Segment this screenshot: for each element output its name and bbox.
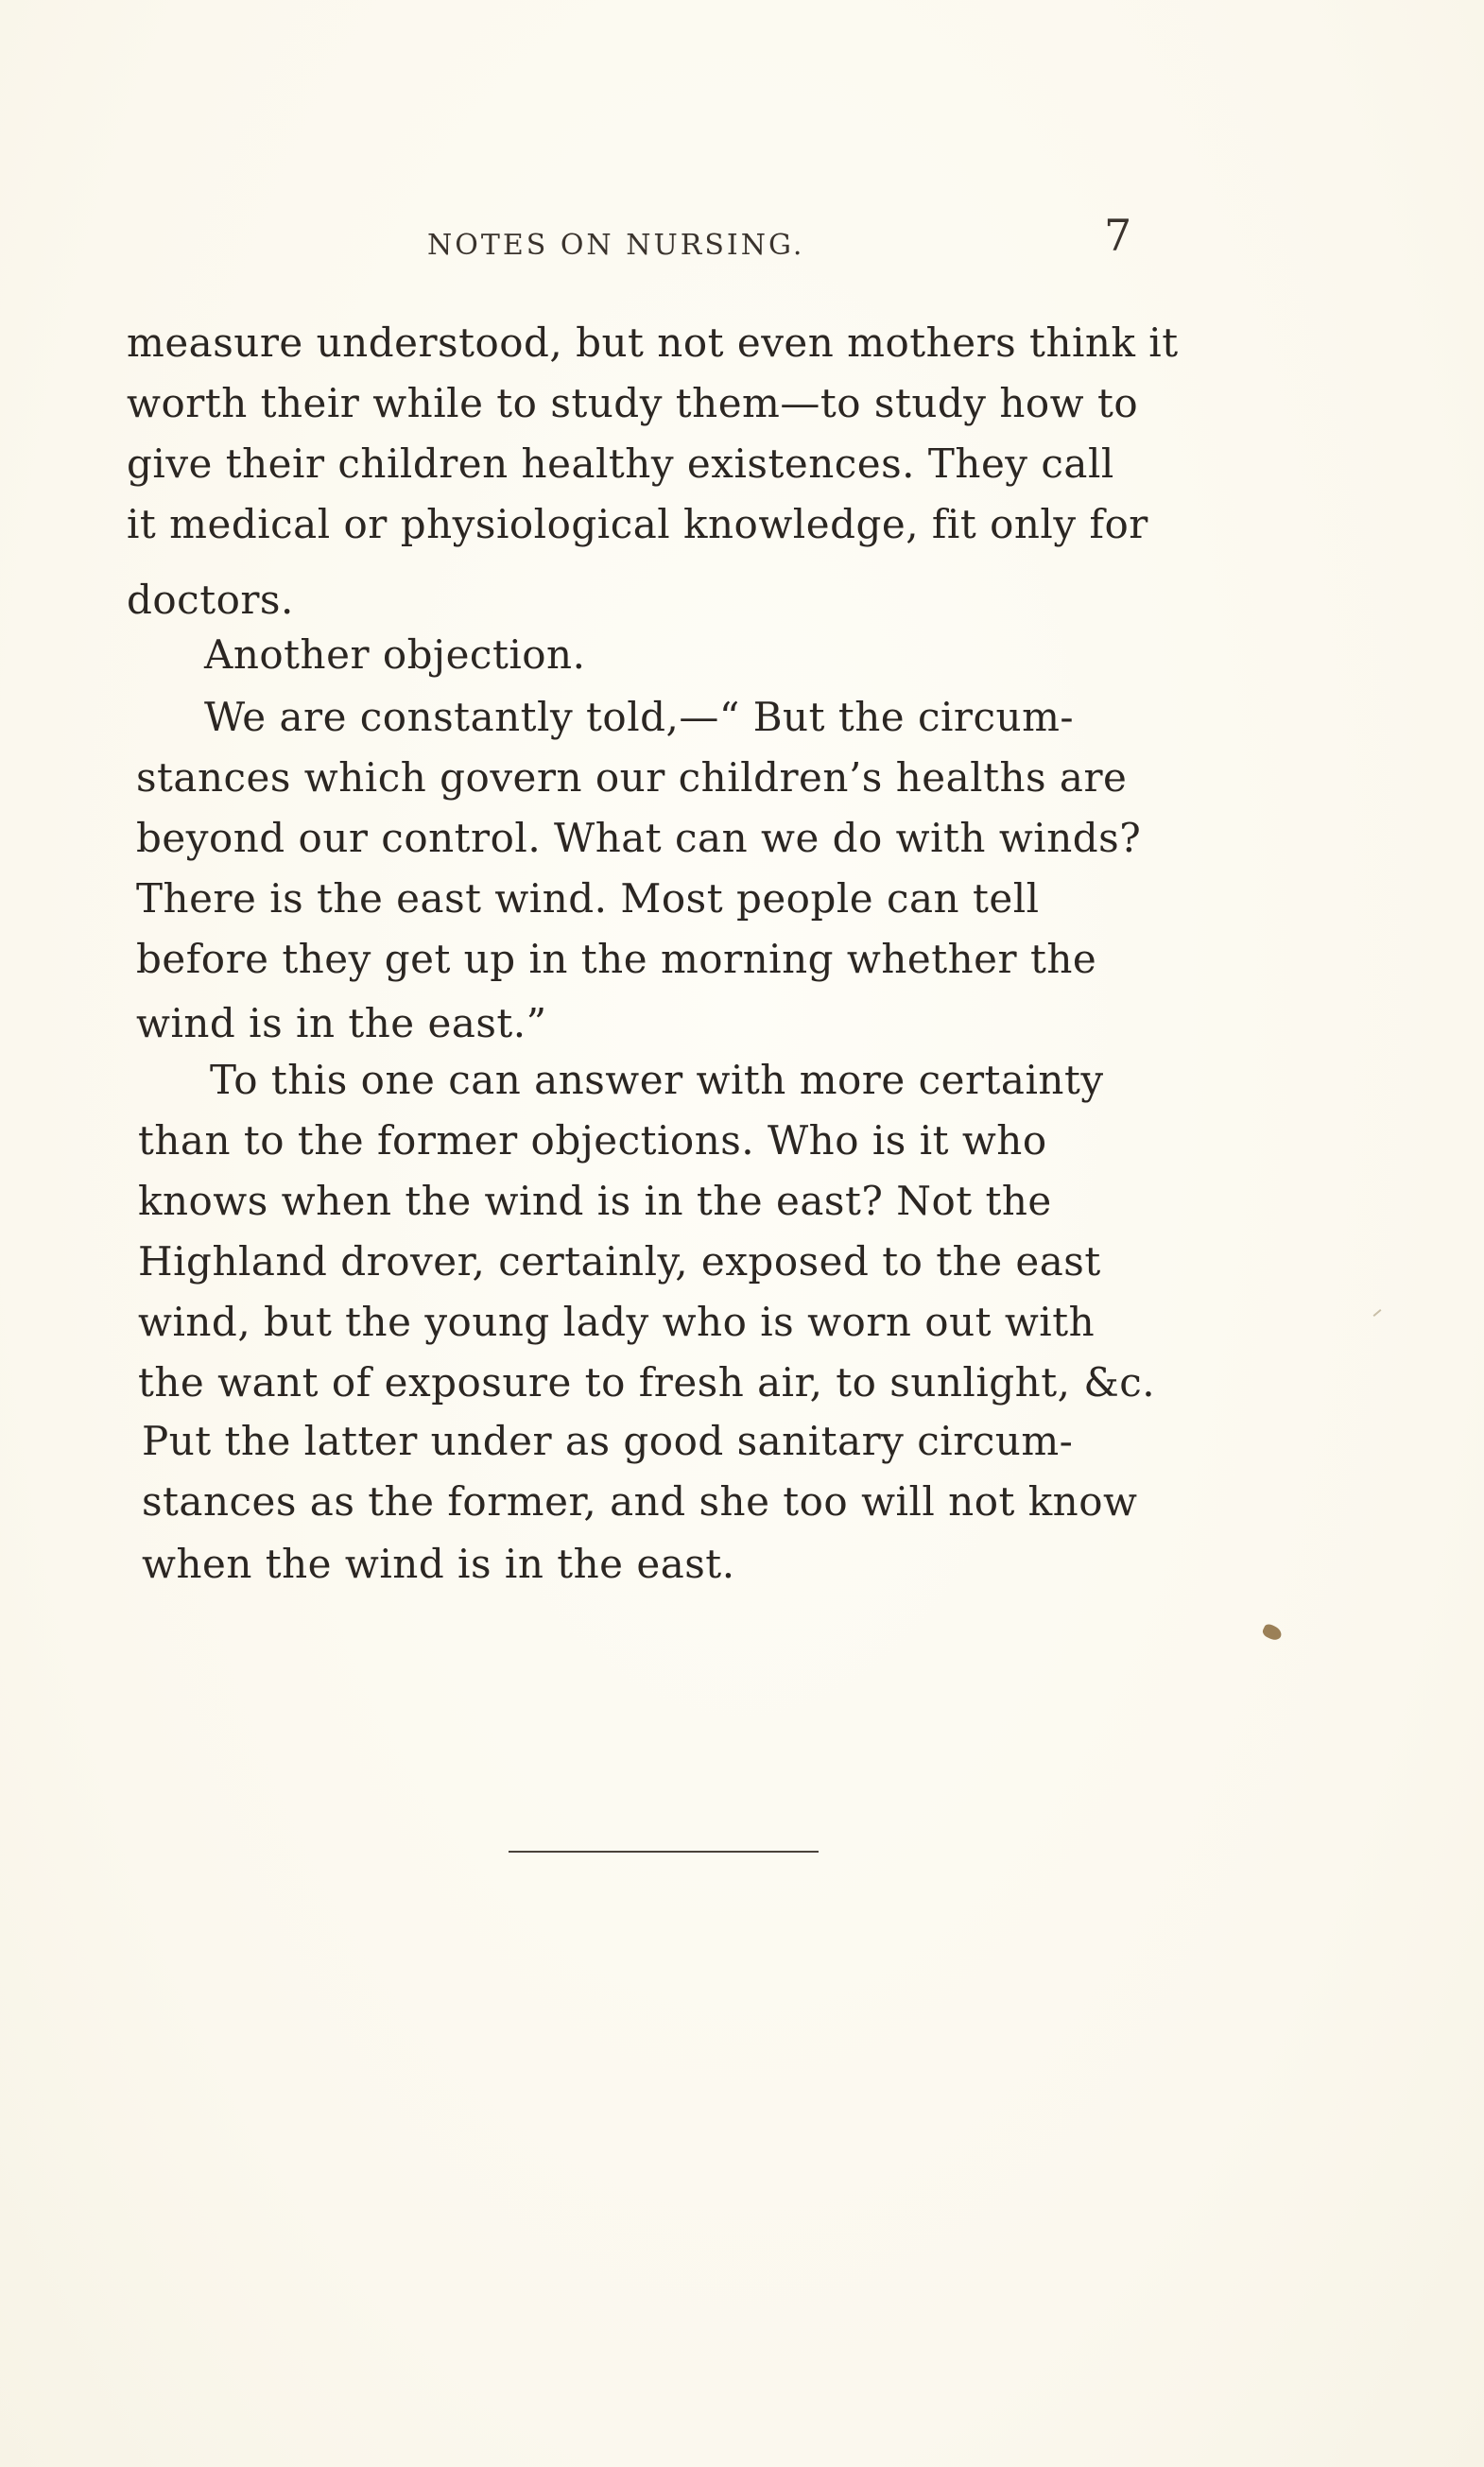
text-line: knows when the wind is in the east? Not the <box>138 1178 1052 1224</box>
section-rule <box>509 1851 819 1853</box>
text-line: before they get up in the morning whether the <box>136 936 1097 982</box>
text-line: than to the former objections. Who is it who <box>138 1117 1047 1164</box>
text-line: when the wind is in the east. <box>142 1541 735 1587</box>
text-line: There is the east wind. Most people can tell <box>136 875 1040 922</box>
text-line: Highland drover, certainly, exposed to the east <box>138 1238 1101 1285</box>
running-head: NOTES ON NURSING. <box>427 229 805 262</box>
text-line: wind is in the east.” <box>136 1000 547 1046</box>
text-line: We are constantly told,—“ But the circum- <box>204 694 1075 740</box>
text-line: Put the latter under as good sanitary circum- <box>142 1418 1074 1464</box>
text-line: doctors. <box>127 577 294 623</box>
page-number: 7 <box>1104 210 1132 261</box>
text-line: it medical or physiological knowledge, fit only for <box>127 501 1148 547</box>
ink-speck <box>1261 1622 1284 1642</box>
text-line: beyond our control. What can we do with winds? <box>136 815 1142 861</box>
paper-mark <box>1373 1309 1382 1317</box>
text-line: wind, but the young lady who is worn out with <box>138 1299 1096 1345</box>
text-line: the want of exposure to fresh air, to sunlight, &c. <box>138 1359 1156 1406</box>
text-line: To this one can answer with more certainty <box>210 1057 1104 1103</box>
text-line: give their children healthy existences. They call <box>127 440 1114 487</box>
text-line: worth their while to study them—to study how to <box>127 380 1139 426</box>
text-line: measure understood, but not even mothers think it <box>127 319 1179 366</box>
text-line: Another objection. <box>204 631 586 678</box>
text-line: stances as the former, and she too will not know <box>142 1478 1138 1525</box>
text-line: stances which govern our children’s healths are <box>136 754 1128 801</box>
